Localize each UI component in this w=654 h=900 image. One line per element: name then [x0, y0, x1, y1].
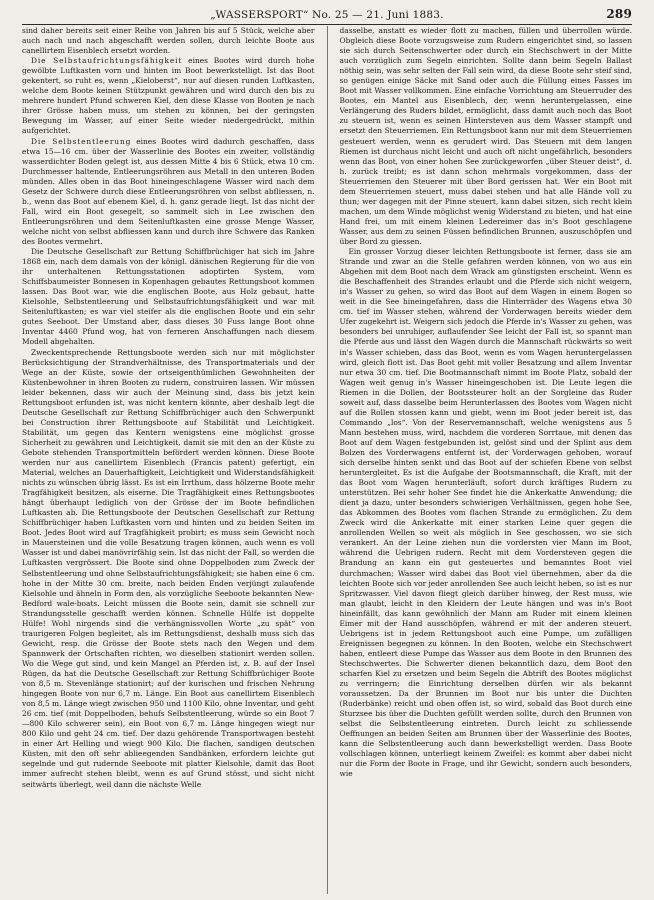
- paragraph: [22, 56, 315, 136]
- paragraph: Die Deutsche Gesellschaft zur Rettung Schiffbrüchiger hat sich im Jahre 1868 ein, nach dem damals von der königl. dänischen Regierung für die von ihr unterhaltenen Rettungsstationen adoptirten System, vom Schiffsbaumeister Bonnesen in Kopenhagen gebautes Rettungsboot kommen lassen. Das Boot war, wie die englischen Boote, aus Holz gebaut, hatte Kielsohle, Selbstentleerung und Selbstaufrichtungsfähigkeit und war mit Seitenluftkasten; es war viel steifer als die englischen Boote und ein sehr gutes Seeboot. Der Umstand aber, dass dieses 30 Fuss lange Boot ohne Inventar 4460 Pfund wog, hat von ferneren Anschaffungen nach diesem Modell abgehalten.: [22, 247, 315, 347]
- paragraph-lead: Die Selbstentleerung: [31, 136, 132, 146]
- running-title: „WASSERSPORT“ No. 25 — 21. Juni 1883.: [210, 9, 444, 21]
- column-divider: [327, 26, 328, 894]
- header-rule: [22, 24, 632, 25]
- paragraph: dasselbe, anstatt es wieder flott zu machen, füllen und überrollen würde. Obgleich diese Boote vorzugsweise zum Rudern eingerichtet sind, so lassen sie sich durch Seitenschwerter oder durch ein Stechschwert in der Mitte auch vorzüglich zum Segeln einrichten. Sollte dann beim Segeln Ballast nöthig sein, was sehr selten der Fall sein wird, da diese Boote sehr steif sind, so genügen einige Säcke mit Sand oder auch die Füllung eines Fasses im Boot mit Wasser vollkommen. Eine einfache Vorrichtung am Steuerruder des Bootes, ein Mantel aus Eisenblech, der, wenn heruntergelassen, eine Verlängerung des Ruders bildet, ermöglicht, dass damit auch noch das Boot zu steuern ist, wenn es seinen Hintersteven aus dem Wasser stampft und ersetzt den Steuerriemen. Ein Rettungsboot kann nur mit dem Steuerriemen gesteuert werden, wenn es gerudert wird. Das Steuern mit dem langen Riemen ist durchaus nicht leicht und auch oft nicht ungefährlich, besonders wenn das Boot, von einer hohen See zurückgeworfen „über Steuer deist“, d. h. zurück treibt; es ist dann schon mehrmals vorgekommen, dass der Steuerriemen den Steuerer mit über Bord gerissen hat. Wer ein Boot mit dem Steuerriemen steuert, muss dabei stehen und hat alle Hände voll zu thun; wer dagegen mit der Pinne steuert, kann dabei sitzen, sich recht klein machen, um dem Winde möglichst wenig Widerstand zu bieten, und hat eine Hand frei, um mit einem kleinen Ledereimer das in's Boot geschlagene Wasser, aus dem zu seinen Füssen befindlichen Brunnen, auszuschöpfen und über Bord zu giessen.: [339, 26, 632, 246]
- page-number: 289: [606, 7, 632, 21]
- paragraph-body: eines Bootes wird dadurch geschaffen, dass etwa 15—16 cm. über der Wasserlinie des Bootes ein zweiter, vollständig wasserdichter Boden gelegt ist, aus dessen Mitte 4 bis 6 Stück, etwa 10 cm. Durchmesser haltende, Entleerungsröhren aus Metall in den unteren Boden münden. Alles oben in das Boot hineingeschlagene Wasser wird nach dem Gesetz der Schwere durch diese Entleerungsröhren von selbst abfliessen, n. b., wenn das Boot auf ebenem Kiel, d. h. ganz gerade liegt. Ist das nicht der Fall, wird ein Boot gesegelt, so sammelt sich in Lee zwischen den Entleerungsröhren und dem Seitenluftkasten eine grosse Menge Wasser, welche nicht von selbst abfliessen kann und durch ihre Schwere das Ranken des Bootes vermehrt.: [22, 136, 315, 246]
- text-columns: [22, 26, 632, 894]
- right-column: [340, 26, 633, 894]
- left-column: [22, 26, 315, 894]
- paragraph: Zweckentsprechende Rettungsboote werden sich nur mit möglichster Berücksichtigung der Strandverhältnisse, des Transportmaterials und der Wege an der Küste, sowie der ortseigenthümlichen Gewohnheiten der Küstenbewohner in ihren Booten zu rudern, construiren lassen. Wir müssen leider bekennen, dass wir auch der Meinung sind, dass bis jetzt kein Rettungsboot erfunden ist, was nicht kentern könnte, aber deshalb legt die Deutsche Gesellschaft zur Rettung Schiffbrüchiger auch den Schwerpunkt bei Construction ihrer Rettungsboote auf Stabilität und Leichtigkeit. Stabilität, um gegen das Kentern wenigstens eine möglichst grosse Sicherheit zu gewähren und Leichtigkeit, damit sie mit den an der Küste zu Gebote stehenden Transportmitteln befördert werden können. Diese Boote werden nur aus canellirtem Eisenblech (Francis patent) gefertigt, ein Material, welches an Dauerhaftigkeit, Leichtigkeit und Widerstandsfähigkeit nichts zu wünschen übrig lässt. Es ist ein Irrthum, dass hölzerne Boote mehr Tragfähigkeit besitzen, als eiserne. Die Tragfähigkeit eines Rettungsbootes hängt überhaupt lediglich von der Grösse der im Boote befindlichen Luftkasten ab. Die Rettungsboote der Deutschen Gesellschaft zur Rettung Schiffbrüchiger haben Luftkasten vorn und hinten und zu beiden Seiten im Boot. Jedes Boot wird auf Tragfähigkeit probirt; es muss sein Gewicht noch in Mauersteinen und die volle Besatzung tragen können, auch wenn es voll Wasser ist und dabei manövrirfähig sein. Ist das nicht der Fall, so werden die Luftkasten vergrössert. Die Boote sind ohne Doppelboden zum Zweck der Selbstentleerung und ohne Selbstaufrichtungsfähigkeit; sie haben eine 6 cm. hohe in der Mitte 30 cm. breite, nach beiden Enden verjüngt zulaufende Kielsohle und ähneln in Form den, als vorzügliche Seeboote bekannten New-Bedford wale-boats. Leicht müssen die Boote sein, damit sie schnell zur Strandungsstelle geschafft werden können. Schnelle Hülfe ist doppelte Hülfe! Wohl nirgends sind die verhängnissvollen Worte „zu spät“ von traurigeren Folgen begleitet, als im Rettungsdienst, deshalb muss sich das Gewicht, resp. die Grösse der Boote stets nach den Wegen und dem Spannwerk der Ortschaften richten, wo dieselben stationirt werden sollen. Wo die Wege gut sind, und kein Mangel an Pferden ist, z. B. auf der Insel Rügen, da hat die Deutsche Gesellschaft zur Rettung Schiffbrüchiger Boote von 8,5 m. Stevenlänge stationirt; auf der kurischen und frischen Nehrung hingegen Boote von nur 6,7 m. Länge. Ein Boot aus canellirtem Eisenblech von 8,5 m. Länge wiegt zwischen 950 und 1100 Kilo, ohne Inventar, und geht 26 cm. tief (mit Doppelboden, behufs Selbstentleerung, würde so ein Boot 7—800 Kilo schwerer sein), ein Boot von 6,7 m. Länge hingegen wiegt nur 800 Kilo und geht 24 cm. tief. Der dazu gehörende Transportwagen besteht in einer Art Helling und wiegt 900 Kilo. Die flachen, sandigen deutschen Küsten, mit den oft sehr ablieegenden Sandbänken, erfordern leichte gut segelnde und gut rudernde Seeboote mit platter Kielsohle, damit das Boot immer aufrecht stehen bleibt, wenn es auf Grund stösst, und sicht nicht seitwärts überlegt, weil dann die nächste Welle: [22, 347, 315, 789]
- paragraph: Ein grosser Vorzug dieser leichten Rettungsboote ist ferner, dass sie am Strande und zwar an die Stelle gefahren werden können, von wo aus ein Abgehen mit dem Boot nach dem Wrack am günstigsten erscheint. Wenn es die Beschaffenheit des Strandes erlaubt und die Pferde sich nicht weigern, in's Wasser zu gehen, so wird das Boot auf dem Wagen in einem Bogen so weit in die See hineingefahren, dass die Hinterräder des Wagens etwa 30 cm. tief im Wasser stehen, während der Vorderwagen bereits wieder dem Ufer zugekehrt ist. Weigern sich jedoch die Pferde in's Wasser zu gehen, was besonders bei unruhiger, auflaufender See leicht der Fall ist, so spannt man die Pferde aus und lässt den Wagen durch die Mannschaft rückwärts so weit in's Wasser schieben, dass das Boot, wenn es vom Wagen heruntergelassen wird, gleich flott ist. Das Boot geht mit voller Besatzung und allem Inventar nur etwa 30 cm. tief. Die Bootmannschaft nimmt im Boote Platz, sobald der Wagen weit genug in's Wasser hineingeschoben ist. Die Leute legen die Riemen in die Dollen, der Bootssteurer holt an der Sorgleine das Ruder soweit auf, dass dasselbe beim Herunterlassen des Bootes vom Wagen nicht auf die Rollen stossen kann und giebt, wenn im Boot jeder bereit ist, das Commando „los“. Von der Reservemannschaft, welche wenigstens aus 5 Mann bestehen muss, wird, nachdem die vorderen Sorrtaue, mit denen das Boot auf dem Wagen festgebunden ist, gelöst sind und der Splint aus dem Bolzen des Vorderwagens entfernt ist, der Vorderwagen gehoben, worauf sich derselbe hinten senkt und das Boot auf der schiefen Ebene von selbst heruntergleitet. Es ist die Aufgabe der Bootsmannschaft, die Kraft, mit der das Boot vom Wagen herunterläuft, sofort durch kräftiges Rudern zu unterstützen. Bei sehr hoher See findet hie die Ankerkatte Anwendung; die dient ja dazu, unter besonders schwierigen Verhältnissen, gegen hohe See, das Abkommen des Bootes vom flachen Strande zu ermöglichen. Zu dem Zweck wird die Ankerkatte mit einer starken Leine quer gegen die anrollenden Wellen so weit als möglich in See geschossen, wo sie sich verankert. An der Leine ziehen nun die vordersten vier Mann im Boot, während die Uebrigen rudern. Recht mit dem Vordersteven gegen die Brandung an kann ein gut gesteuertes und bemanntes Boot viel durchmachen; Wasser wird dabei das Boot viel übernehmen, aber da die leichten Boote sich vor jeder anrollenden See auch leicht heben, so ist es nur Spritzwasser. Viel davon fliegt gleich darüber hinweg, der Rest muss, wie man glaubt, leicht in den Kleidern der Leute hängen und was in's Boot hineinfällt, das kann gewöhnlich der Mann am Ruder mit einem kleinen Eimer mit der Hand ausschöpfen, während er mit der anderen steuert. Uebrigens ist in jedem Rettungsboot auch eine Pumpe, um zufälligen Ereignissen begegnen zu können. In den Booten, welche ein Stechschwert haben, entleert diese Pumpe das Wasser aus dem Boote in den Brunnen des Stechschwertes. Die Schwerter dienen bekanntlich dazu, dem Boot den scharfen Kiel zu ersetzen und beim Segeln die Abtrift des Bootes möglichst zu verringern; die Einrichtung derselben dürfen wir als bekannt voraussetzen. Da der Brunnen im Boot nur bis unter die Duchten (Ruderbänke) reicht und oben offen ist, so wird, sobald das Boot durch eine Sturzsee bis über die Duchten gefüllt werden sollte, durch den Brunnen von selbst die Selbstentleerung eintreten. Durch leicht zu schliessende Oeffnungen an beiden Seiten am Brunnen über der Wasserlinie des Bootes, kann die Selbstentleerung auch dann bewerkstelligt werden. Dass Boote vollschlagen können, unterliegt keinem Zweifel: es kommt aber dabei nicht nur die Form der Boote in Frage, und ihr Gewicht, sondern auch besonders, wie: [339, 247, 632, 779]
- paragraph-body: eines Bootes wird durch hohe gewölbte Luftkasten vorn und hinten im Boot bewerkstelligt. Ist das Boot gekentert, so ruht es, wenn „Kieloberst“, nur auf diesen runden Luftkasten, welche dem Boote keinen Stützpunkt gewähren und wird durch den bis zu mehrere hundert Pfund schweren Kiel, den diese Klasse von Booten je nach ihrer Grösse haben muss, um stehen zu können, bei der geringsten Bewegung im Wasser, auf einer Seite wieder niedergedrückt, mithin aufgerichtet.: [22, 56, 315, 136]
- page-header: [22, 6, 632, 24]
- paragraph-lead: Die Selbstaufrichtungsfähigkeit: [31, 56, 183, 66]
- paragraph: [22, 137, 315, 248]
- paragraph: sind daher bereits seit einer Reihe von Jahren bis auf 5 Stück, welche aber auch nach und nach abgeschafft werden sollen, durch leichte Boote aus canellirtem Eisenblech ersetzt worden.: [22, 26, 315, 56]
